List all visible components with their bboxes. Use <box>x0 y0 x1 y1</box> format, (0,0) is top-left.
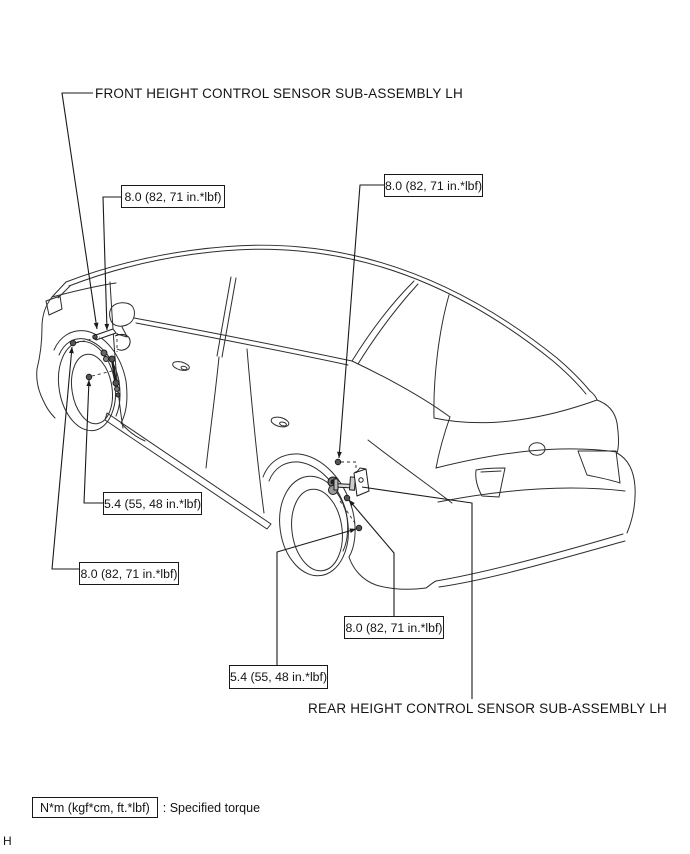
leader-front-lower <box>52 347 80 569</box>
page-marker: H <box>3 834 12 848</box>
leader-rear-lower <box>349 500 394 617</box>
torque-legend <box>32 797 260 818</box>
side-mirror <box>110 303 135 326</box>
torque-callout-rear-side: 5.4 (55, 48 in.*lbf) <box>229 665 328 689</box>
leader-front-upper <box>103 197 122 330</box>
torque-callout-front-upper: 8.0 (82, 71 in.*lbf) <box>121 185 225 208</box>
car-body-outline <box>37 245 635 589</box>
torque-callout-front-lower: 8.0 (82, 71 in.*lbf) <box>79 562 179 585</box>
torque-callout-rear-lower: 8.0 (82, 71 in.*lbf) <box>344 616 444 639</box>
door-handle-front <box>172 360 190 372</box>
rear-sensor-label: REAR HEIGHT CONTROL SENSOR SUB-ASSEMBLY LH <box>308 701 667 716</box>
bolt-icon <box>86 374 92 380</box>
leader-front-side <box>84 380 103 503</box>
bolt-icon <box>335 459 341 465</box>
legend-unit-box: N*m (kgf*cm, ft.*lbf) <box>32 797 158 818</box>
leader-rear-label <box>362 487 472 699</box>
bolt-icon <box>344 495 350 501</box>
torque-callout-front-side: 5.4 (55, 48 in.*lbf) <box>103 492 202 515</box>
rear-sensor-illustration <box>328 468 369 496</box>
leader-rear-upper <box>339 185 384 458</box>
tail-light-right <box>578 451 620 483</box>
bolt-icon <box>356 525 362 531</box>
bolt-icon <box>70 340 76 346</box>
legend-description: : Specified torque <box>162 800 261 815</box>
trunk-emblem <box>529 443 545 455</box>
door-handle-rear <box>270 415 290 428</box>
torque-callout-rear-upper: 8.0 (82, 71 in.*lbf) <box>384 174 483 197</box>
front-sensor-label: FRONT HEIGHT CONTROL SENSOR SUB-ASSEMBLY LH <box>95 86 463 101</box>
